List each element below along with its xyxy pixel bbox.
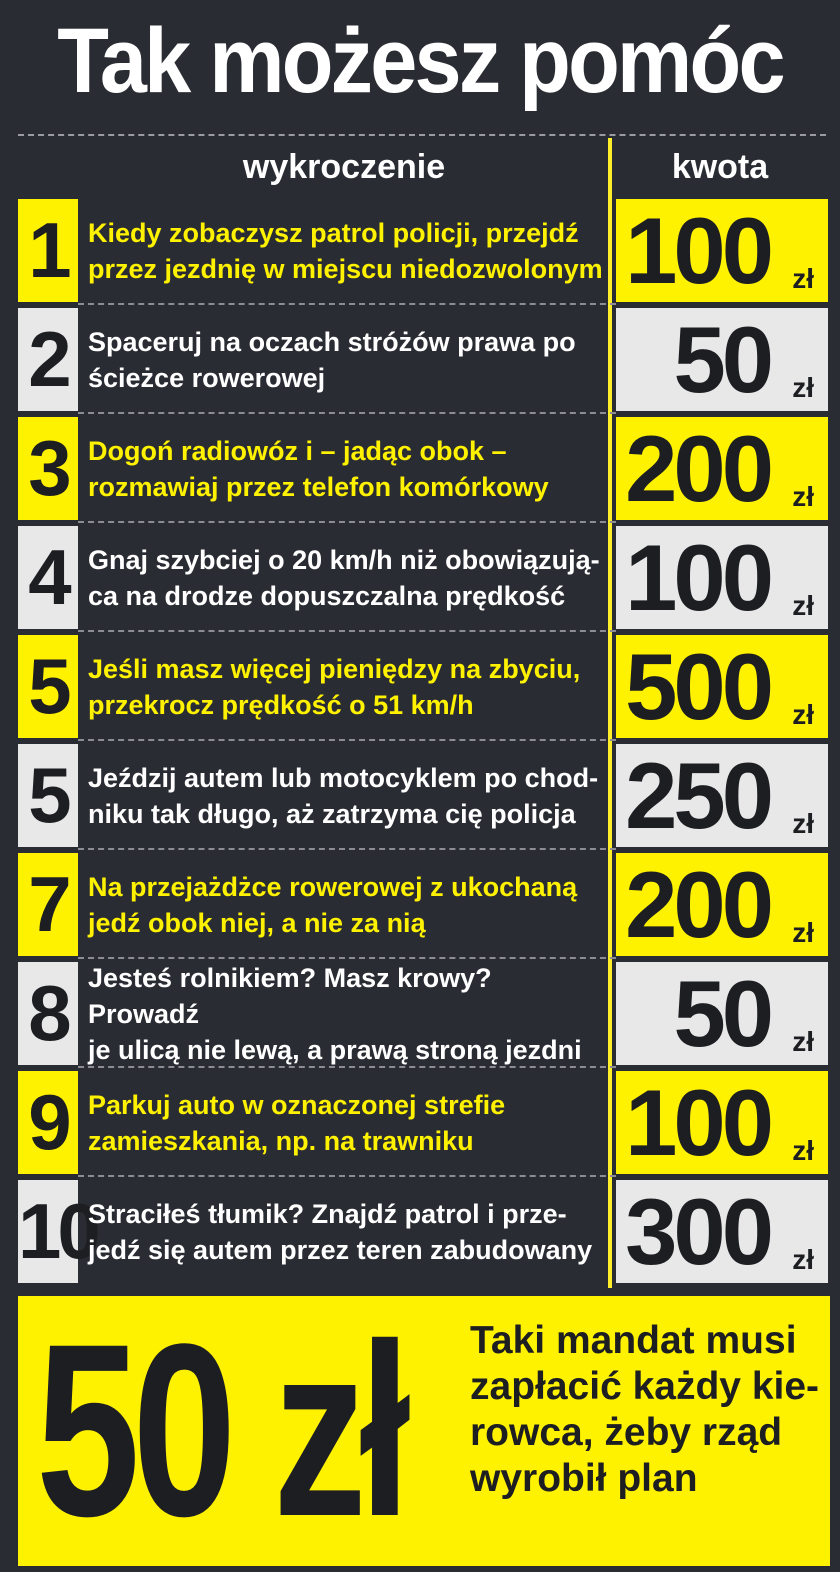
table-row <box>18 632 828 741</box>
row-description-line: Jeśli masz więcej pieniędzy na zbyciu, <box>88 653 581 684</box>
row-amount-currency: zł <box>792 1135 814 1166</box>
row-description-line: Na przejażdżce rowerowej z ukochaną <box>88 871 578 902</box>
row-amount <box>616 635 828 738</box>
row-amount-value: 250 <box>625 743 770 848</box>
row-number: 3 <box>18 417 78 520</box>
footer-big-amount: 50 zł <box>36 1293 404 1568</box>
row-amount-value: 100 <box>625 1070 770 1175</box>
row-number: 8 <box>18 962 78 1065</box>
row-amount-value: 200 <box>625 416 770 521</box>
row-amount-currency: zł <box>792 917 814 948</box>
row-number: 7 <box>18 853 78 956</box>
footer-caption-line: zapłacić każdy kie- <box>470 1365 820 1408</box>
row-description <box>84 1071 606 1174</box>
row-number: 1 <box>18 199 78 302</box>
row-number: 5 <box>18 635 78 738</box>
row-description <box>84 635 606 738</box>
row-amount <box>616 853 828 956</box>
row-amount <box>616 744 828 847</box>
column-header-amount: kwota <box>671 148 769 186</box>
row-amount-currency: zł <box>792 699 814 730</box>
table-row <box>18 741 828 850</box>
row-description-line: przekrocz prędkość o 51 km/h <box>88 689 474 720</box>
row-description <box>84 853 606 956</box>
row-amount <box>616 1071 828 1174</box>
row-number: 2 <box>18 308 78 411</box>
row-description-line: Gnaj szybciej o 20 km/h niż obowiązują- <box>88 544 600 575</box>
row-amount-value: 100 <box>625 198 770 303</box>
row-amount-currency: zł <box>792 1026 814 1057</box>
footer-box <box>18 1293 830 1568</box>
row-number: 5 <box>18 744 78 847</box>
row-amount-value: 50 <box>673 961 770 1066</box>
row-number: 9 <box>18 1071 78 1174</box>
footer-caption-line: Taki mandat musi <box>470 1319 797 1362</box>
table-row <box>18 1177 828 1286</box>
row-amount <box>616 308 828 411</box>
table-row <box>18 196 828 305</box>
row-description-line: Dogoń radiowóz i – jadąc obok – <box>88 435 507 466</box>
row-description-line: Spaceruj na oczach stróżów prawa po <box>88 326 576 357</box>
table-row <box>18 305 828 414</box>
row-description <box>84 417 606 520</box>
row-description-line: ścieżce rowerowej <box>88 362 326 393</box>
table-row <box>18 1068 828 1177</box>
row-amount <box>616 417 828 520</box>
row-amount-value: 50 <box>673 307 770 412</box>
row-amount-value: 300 <box>625 1179 770 1284</box>
fines-table <box>18 196 828 1286</box>
row-description-line: Jeździj autem lub motocyklem po chod- <box>88 762 599 793</box>
table-row <box>18 959 828 1068</box>
row-description-line: Jesteś rolnikiem? Masz krowy? Prowadź <box>88 962 492 1029</box>
table-row <box>18 414 828 523</box>
row-amount-currency: zł <box>792 481 814 512</box>
table-row <box>18 850 828 959</box>
row-amount-value: 100 <box>625 525 770 630</box>
column-header-offense: wykroczenie <box>242 148 446 186</box>
row-amount-currency: zł <box>792 1244 814 1275</box>
row-description-line: ca na drodze dopuszczalna prędkość <box>88 580 566 611</box>
row-description-line: Kiedy zobaczysz patrol policji, przejdź <box>88 217 579 248</box>
footer-caption-line: rowca, żeby rząd <box>470 1411 783 1454</box>
row-description-line: jedź się autem przez teren zabudowany <box>88 1234 593 1265</box>
row-description-line: je ulicą nie lewą, a prawą stroną jezdni <box>88 1034 582 1065</box>
row-amount-currency: zł <box>792 263 814 294</box>
row-description <box>84 1180 606 1283</box>
top-divider <box>18 134 826 136</box>
row-description-line: zamieszkania, np. na trawniku <box>88 1125 474 1156</box>
row-amount <box>616 199 828 302</box>
row-amount <box>616 962 828 1065</box>
footer-caption <box>470 1318 820 1502</box>
row-description-line: jedź obok niej, a nie za nią <box>88 907 426 938</box>
table-row <box>18 523 828 632</box>
row-amount-currency: zł <box>792 808 814 839</box>
row-number: 4 <box>18 526 78 629</box>
row-number: 10 <box>18 1180 78 1283</box>
row-description <box>84 308 606 411</box>
row-amount <box>616 1180 828 1283</box>
row-amount-value: 200 <box>625 852 770 957</box>
row-description-line: Parkuj auto w oznaczonej strefie <box>88 1089 506 1120</box>
footer-caption-line: wyrobił plan <box>470 1457 698 1500</box>
row-description-line: przez jezdnię w miejscu niedozwolonym <box>88 253 603 284</box>
row-description-line: Straciłeś tłumik? Znajdź patrol i prze- <box>88 1198 567 1229</box>
row-amount <box>616 526 828 629</box>
page-title: Tak możesz pomóc <box>57 10 783 112</box>
row-description <box>84 962 606 1065</box>
row-amount-value: 500 <box>625 634 770 739</box>
row-description <box>84 526 606 629</box>
row-amount-currency: zł <box>792 372 814 403</box>
row-description <box>84 744 606 847</box>
row-description-line: niku tak długo, aż zatrzyma cię policja <box>88 798 576 829</box>
row-amount-currency: zł <box>792 590 814 621</box>
row-description-line: rozmawiaj przez telefon komórkowy <box>88 471 549 502</box>
row-description <box>84 199 606 302</box>
